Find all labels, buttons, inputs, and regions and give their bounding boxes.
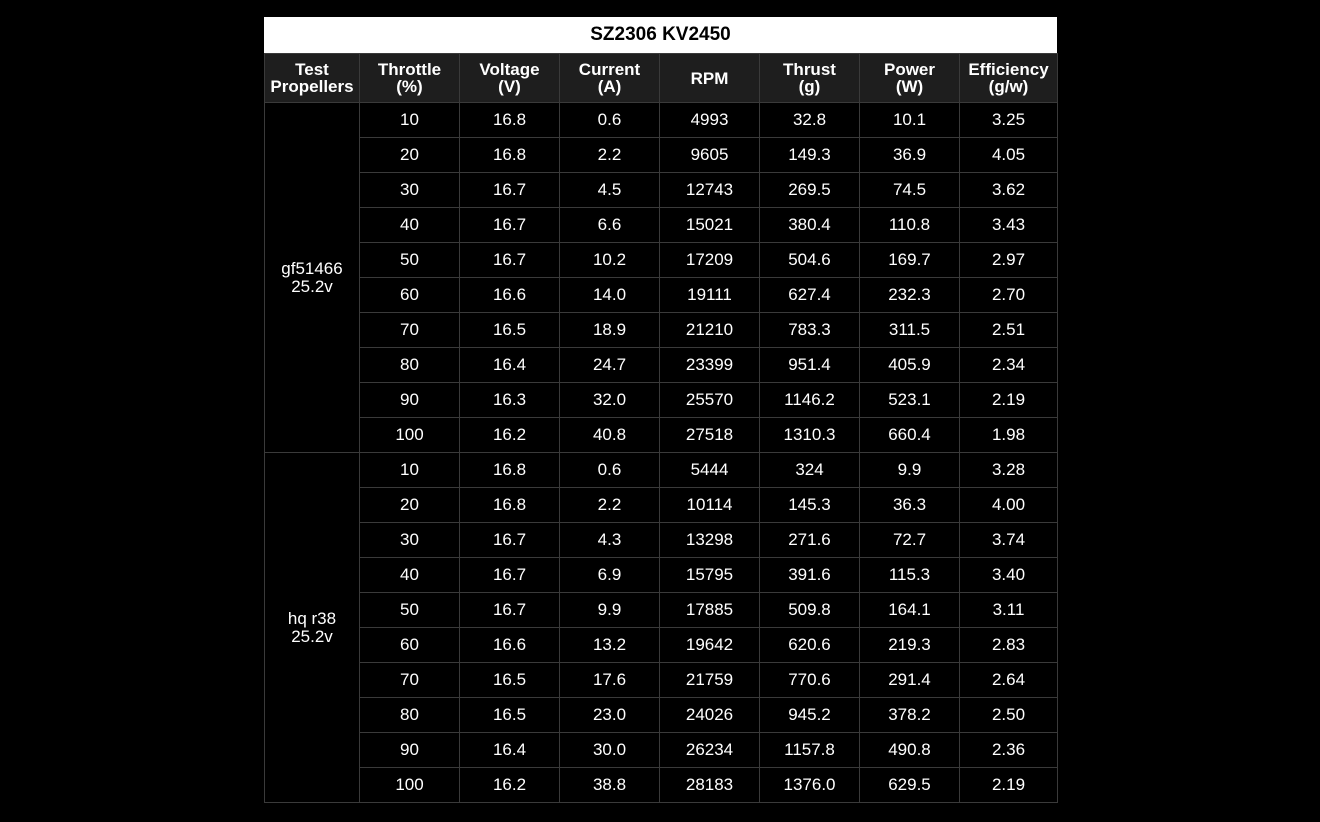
header-label: Power — [883, 60, 936, 79]
current-cell: 32.0 — [560, 383, 660, 418]
header-unit: Propellers — [270, 77, 354, 96]
efficiency-cell: 3.11 — [960, 593, 1058, 628]
rpm-cell: 21759 — [660, 663, 760, 698]
efficiency-cell: 2.19 — [960, 383, 1058, 418]
table-row — [265, 628, 1058, 663]
efficiency-cell: 3.74 — [960, 523, 1058, 558]
current-cell: 38.8 — [560, 768, 660, 803]
voltage-cell: 16.7 — [460, 173, 560, 208]
power-cell: 311.5 — [860, 313, 960, 348]
voltage-cell: 16.8 — [460, 103, 560, 138]
power-cell: 629.5 — [860, 768, 960, 803]
current-cell: 6.9 — [560, 558, 660, 593]
throttle-cell: 10 — [360, 453, 460, 488]
throttle-cell: 40 — [360, 208, 460, 243]
throttle-cell: 70 — [360, 313, 460, 348]
efficiency-cell: 2.97 — [960, 243, 1058, 278]
throttle-cell: 100 — [360, 418, 460, 453]
efficiency-cell: 2.51 — [960, 313, 1058, 348]
table-row — [265, 698, 1058, 733]
table-row — [265, 488, 1058, 523]
efficiency-cell: 3.62 — [960, 173, 1058, 208]
table-row — [265, 243, 1058, 278]
thrust-cell: 1376.0 — [760, 768, 860, 803]
thrust-cell: 770.6 — [760, 663, 860, 698]
power-cell: 110.8 — [860, 208, 960, 243]
header-label: RPM — [690, 68, 729, 88]
throttle-cell: 80 — [360, 348, 460, 383]
rpm-cell: 9605 — [660, 138, 760, 173]
voltage-cell: 16.2 — [460, 768, 560, 803]
header-power — [860, 54, 960, 103]
efficiency-cell: 1.98 — [960, 418, 1058, 453]
efficiency-cell: 3.28 — [960, 453, 1058, 488]
rpm-cell: 21210 — [660, 313, 760, 348]
current-cell: 0.6 — [560, 453, 660, 488]
thrust-cell: 504.6 — [760, 243, 860, 278]
voltage-cell: 16.6 — [460, 278, 560, 313]
thrust-cell: 391.6 — [760, 558, 860, 593]
throttle-cell: 80 — [360, 698, 460, 733]
throttle-cell: 50 — [360, 593, 460, 628]
header-unit: (V) — [498, 77, 521, 96]
power-cell: 232.3 — [860, 278, 960, 313]
table-title: SZ2306 KV2450 — [264, 17, 1057, 53]
throttle-cell: 60 — [360, 278, 460, 313]
table-row — [265, 558, 1058, 593]
rpm-cell: 23399 — [660, 348, 760, 383]
throttle-cell: 60 — [360, 628, 460, 663]
thrust-cell: 1146.2 — [760, 383, 860, 418]
current-cell: 24.7 — [560, 348, 660, 383]
header-current — [560, 54, 660, 103]
thrust-cell: 269.5 — [760, 173, 860, 208]
thrust-cell: 627.4 — [760, 278, 860, 313]
thrust-cell: 380.4 — [760, 208, 860, 243]
thrust-cell: 32.8 — [760, 103, 860, 138]
voltage-cell: 16.7 — [460, 558, 560, 593]
throttle-cell: 100 — [360, 768, 460, 803]
rpm-cell: 24026 — [660, 698, 760, 733]
rpm-cell: 17209 — [660, 243, 760, 278]
thrust-cell: 620.6 — [760, 628, 860, 663]
rpm-cell: 12743 — [660, 173, 760, 208]
current-cell: 17.6 — [560, 663, 660, 698]
table-row — [265, 313, 1058, 348]
table-row — [265, 593, 1058, 628]
table-row — [265, 768, 1058, 803]
throttle-cell: 30 — [360, 173, 460, 208]
throttle-cell: 30 — [360, 523, 460, 558]
efficiency-cell: 4.05 — [960, 138, 1058, 173]
table-row — [265, 278, 1058, 313]
table-row — [265, 523, 1058, 558]
header-unit: (g/w) — [988, 77, 1029, 96]
power-cell: 115.3 — [860, 558, 960, 593]
rpm-cell: 25570 — [660, 383, 760, 418]
power-cell: 378.2 — [860, 698, 960, 733]
efficiency-cell: 2.70 — [960, 278, 1058, 313]
header-rpm — [660, 54, 760, 103]
thrust-cell: 149.3 — [760, 138, 860, 173]
current-cell: 9.9 — [560, 593, 660, 628]
current-cell: 30.0 — [560, 733, 660, 768]
throttle-cell: 20 — [360, 488, 460, 523]
power-cell: 74.5 — [860, 173, 960, 208]
power-cell: 219.3 — [860, 628, 960, 663]
efficiency-cell: 2.19 — [960, 768, 1058, 803]
propeller-name: gf51466 — [281, 258, 343, 278]
header-unit: (%) — [396, 77, 423, 96]
efficiency-cell: 2.36 — [960, 733, 1058, 768]
header-efficiency — [960, 54, 1058, 103]
rpm-cell: 19111 — [660, 278, 760, 313]
rpm-cell: 5444 — [660, 453, 760, 488]
efficiency-cell: 2.34 — [960, 348, 1058, 383]
thrust-cell: 783.3 — [760, 313, 860, 348]
rpm-cell: 26234 — [660, 733, 760, 768]
table-row — [265, 103, 1058, 138]
rpm-cell: 28183 — [660, 768, 760, 803]
power-cell: 490.8 — [860, 733, 960, 768]
power-cell: 523.1 — [860, 383, 960, 418]
propeller-group-cell — [265, 103, 360, 453]
current-cell: 10.2 — [560, 243, 660, 278]
efficiency-cell: 2.64 — [960, 663, 1058, 698]
thrust-cell: 271.6 — [760, 523, 860, 558]
throttle-cell: 10 — [360, 103, 460, 138]
current-cell: 0.6 — [560, 103, 660, 138]
throttle-cell: 70 — [360, 663, 460, 698]
voltage-cell: 16.3 — [460, 383, 560, 418]
throttle-cell: 20 — [360, 138, 460, 173]
thrust-cell: 324 — [760, 453, 860, 488]
table-row — [265, 348, 1058, 383]
header-unit: (g) — [798, 77, 821, 96]
header-label: Thrust — [783, 60, 836, 79]
efficiency-cell: 2.83 — [960, 628, 1058, 663]
current-cell: 13.2 — [560, 628, 660, 663]
rpm-cell: 15795 — [660, 558, 760, 593]
header-unit: (A) — [597, 77, 622, 96]
table-row — [265, 733, 1058, 768]
rpm-cell: 17885 — [660, 593, 760, 628]
thrust-cell: 951.4 — [760, 348, 860, 383]
performance-table-container — [264, 17, 1057, 803]
header-row — [265, 54, 1058, 103]
power-cell: 36.9 — [860, 138, 960, 173]
voltage-cell: 16.4 — [460, 733, 560, 768]
thrust-cell: 1310.3 — [760, 418, 860, 453]
current-cell: 2.2 — [560, 138, 660, 173]
table-row — [265, 453, 1058, 488]
propeller-group-cell — [265, 453, 360, 803]
thrust-cell: 145.3 — [760, 488, 860, 523]
thrust-cell: 945.2 — [760, 698, 860, 733]
power-cell: 169.7 — [860, 243, 960, 278]
table-row — [265, 173, 1058, 208]
rpm-cell: 15021 — [660, 208, 760, 243]
current-cell: 6.6 — [560, 208, 660, 243]
voltage-cell: 16.4 — [460, 348, 560, 383]
header-test-propellers — [265, 54, 360, 103]
thrust-cell: 509.8 — [760, 593, 860, 628]
voltage-cell: 16.7 — [460, 243, 560, 278]
current-cell: 4.5 — [560, 173, 660, 208]
power-cell: 36.3 — [860, 488, 960, 523]
table-row — [265, 418, 1058, 453]
thrust-cell: 1157.8 — [760, 733, 860, 768]
header-thrust — [760, 54, 860, 103]
power-cell: 660.4 — [860, 418, 960, 453]
rpm-cell: 10114 — [660, 488, 760, 523]
voltage-cell: 16.7 — [460, 523, 560, 558]
current-cell: 14.0 — [560, 278, 660, 313]
propeller-name: hq r38 — [287, 608, 337, 628]
voltage-cell: 16.5 — [460, 698, 560, 733]
throttle-cell: 40 — [360, 558, 460, 593]
power-cell: 164.1 — [860, 593, 960, 628]
table-row — [265, 383, 1058, 418]
throttle-cell: 90 — [360, 733, 460, 768]
header-label: Throttle — [377, 60, 442, 79]
efficiency-cell: 3.40 — [960, 558, 1058, 593]
power-cell: 9.9 — [860, 453, 960, 488]
voltage-cell: 16.7 — [460, 208, 560, 243]
power-cell: 10.1 — [860, 103, 960, 138]
header-label: Test — [295, 60, 329, 79]
rpm-cell: 19642 — [660, 628, 760, 663]
header-throttle — [360, 54, 460, 103]
throttle-cell: 50 — [360, 243, 460, 278]
propeller-voltage: 25.2v — [291, 276, 333, 296]
table-row — [265, 138, 1058, 173]
header-label: Efficiency — [968, 60, 1049, 79]
table-row — [265, 208, 1058, 243]
efficiency-cell: 3.25 — [960, 103, 1058, 138]
header-label: Current — [578, 60, 641, 79]
voltage-cell: 16.5 — [460, 313, 560, 348]
voltage-cell: 16.8 — [460, 488, 560, 523]
header-voltage — [460, 54, 560, 103]
voltage-cell: 16.7 — [460, 593, 560, 628]
voltage-cell: 16.2 — [460, 418, 560, 453]
header-unit: (W) — [895, 77, 924, 96]
current-cell: 2.2 — [560, 488, 660, 523]
performance-table — [264, 53, 1058, 803]
current-cell: 18.9 — [560, 313, 660, 348]
voltage-cell: 16.8 — [460, 453, 560, 488]
power-cell: 291.4 — [860, 663, 960, 698]
current-cell: 23.0 — [560, 698, 660, 733]
voltage-cell: 16.5 — [460, 663, 560, 698]
rpm-cell: 13298 — [660, 523, 760, 558]
power-cell: 405.9 — [860, 348, 960, 383]
efficiency-cell: 2.50 — [960, 698, 1058, 733]
rpm-cell: 27518 — [660, 418, 760, 453]
rpm-cell: 4993 — [660, 103, 760, 138]
table-row — [265, 663, 1058, 698]
efficiency-cell: 3.43 — [960, 208, 1058, 243]
efficiency-cell: 4.00 — [960, 488, 1058, 523]
current-cell: 40.8 — [560, 418, 660, 453]
voltage-cell: 16.8 — [460, 138, 560, 173]
current-cell: 4.3 — [560, 523, 660, 558]
throttle-cell: 90 — [360, 383, 460, 418]
voltage-cell: 16.6 — [460, 628, 560, 663]
propeller-voltage: 25.2v — [291, 626, 333, 646]
power-cell: 72.7 — [860, 523, 960, 558]
header-label: Voltage — [479, 60, 540, 79]
